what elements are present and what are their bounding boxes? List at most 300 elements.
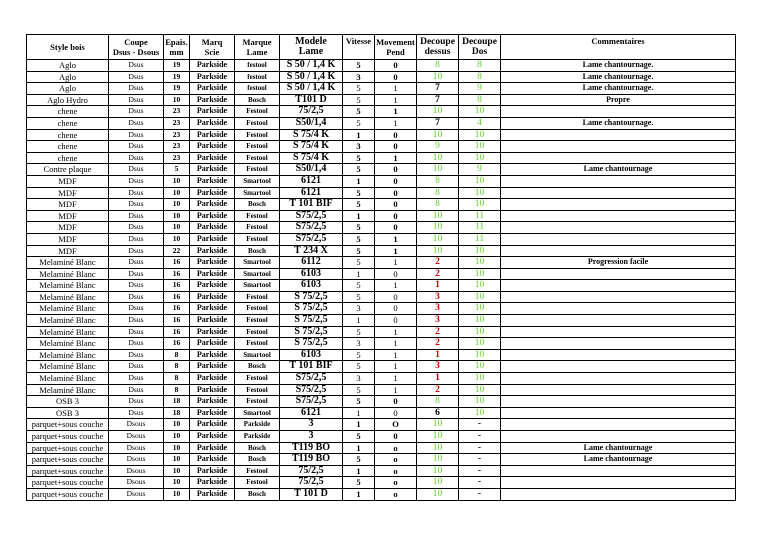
cell-decoupe-dos: 11 <box>459 233 501 245</box>
table-row <box>27 199 736 211</box>
table-row <box>27 257 736 269</box>
cell-coupe: Dsus <box>109 71 164 83</box>
cell-commentaires <box>501 465 736 477</box>
cell-marque-lame: Festool <box>235 338 280 350</box>
cell-movement: 0 <box>375 407 417 419</box>
cell-movement: 0 <box>375 199 417 211</box>
cell-movement: 1 <box>375 106 417 118</box>
cell-style-bois: Aglo <box>27 60 109 72</box>
cell-style-bois: MDF <box>27 222 109 234</box>
cell-vitesse: 5 <box>343 187 375 199</box>
cell-vitesse: 5 <box>343 60 375 72</box>
cell-movement: o <box>375 442 417 454</box>
cell-epais: 10 <box>164 454 190 466</box>
cell-marq-scie: Parkside <box>190 349 235 361</box>
cell-vitesse: 5 <box>343 431 375 443</box>
table-row <box>27 141 736 153</box>
table-row <box>27 233 736 245</box>
cell-marq-scie: Parkside <box>190 465 235 477</box>
cell-decoupe-dessus: 10 <box>417 454 459 466</box>
cell-modele-lame: S 75/2,5 <box>280 326 343 338</box>
cell-modele-lame: S75/2,5 <box>280 373 343 385</box>
cell-decoupe-dessus: 8 <box>417 60 459 72</box>
cell-decoupe-dessus: 1 <box>417 373 459 385</box>
cell-marque-lame: Festool <box>235 315 280 327</box>
cell-commentaires: Progression facile <box>501 257 736 269</box>
cell-modele-lame: S50/1,4 <box>280 117 343 129</box>
cell-modele-lame: S75/2,5 <box>280 233 343 245</box>
cell-style-bois: Melaminé Blanc <box>27 338 109 350</box>
cell-decoupe-dos: 10 <box>459 268 501 280</box>
cell-marq-scie: Parkside <box>190 419 235 431</box>
cell-style-bois: Melaminé Blanc <box>27 384 109 396</box>
cell-marq-scie: Parkside <box>190 315 235 327</box>
cell-style-bois: parquet+sous couche <box>27 454 109 466</box>
cell-movement: o <box>375 488 417 500</box>
cell-epais: 10 <box>164 94 190 106</box>
cell-decoupe-dos: 4 <box>459 117 501 129</box>
cell-decoupe-dos: 10 <box>459 152 501 164</box>
cell-epais: 10 <box>164 222 190 234</box>
cell-epais: 16 <box>164 315 190 327</box>
cell-vitesse: 1 <box>343 315 375 327</box>
cell-coupe: Dsus <box>109 94 164 106</box>
cell-style-bois: Aglo Hydro <box>27 94 109 106</box>
cell-coupe: Dsus <box>109 361 164 373</box>
cell-decoupe-dessus: 1 <box>417 349 459 361</box>
cell-movement: 1 <box>375 83 417 95</box>
cell-style-bois: MDF <box>27 233 109 245</box>
table-row <box>27 60 736 72</box>
cell-epais: 10 <box>164 199 190 211</box>
table-row <box>27 431 736 443</box>
table-row <box>27 129 736 141</box>
cell-style-bois: OSB 3 <box>27 407 109 419</box>
cell-modele-lame: S 50 / 1,4 K <box>280 83 343 95</box>
cell-decoupe-dessus: 10 <box>417 152 459 164</box>
cell-commentaires <box>501 326 736 338</box>
cell-coupe: Dsus <box>109 280 164 292</box>
cell-movement: 0 <box>375 315 417 327</box>
cell-movement: 0 <box>375 129 417 141</box>
cell-marque-lame: Parkside <box>235 431 280 443</box>
cell-epais: 23 <box>164 141 190 153</box>
cell-marq-scie: Parkside <box>190 361 235 373</box>
cell-style-bois: parquet+sous couche <box>27 488 109 500</box>
cell-vitesse: 5 <box>343 83 375 95</box>
cell-vitesse: 5 <box>343 361 375 373</box>
cell-marque-lame: Festool <box>235 477 280 489</box>
cell-commentaires <box>501 349 736 361</box>
cell-marq-scie: Parkside <box>190 291 235 303</box>
cell-style-bois: Melaminé Blanc <box>27 373 109 385</box>
cell-movement: 0 <box>375 303 417 315</box>
cell-marque-lame: festool <box>235 60 280 72</box>
cell-epais: 10 <box>164 465 190 477</box>
cell-commentaires: Lame chantournage. <box>501 117 736 129</box>
table-row <box>27 407 736 419</box>
cell-marque-lame: Festool <box>235 396 280 408</box>
cell-movement: 1 <box>375 361 417 373</box>
cell-coupe: Dsus <box>109 338 164 350</box>
cell-movement: 1 <box>375 373 417 385</box>
cell-style-bois: Melaminé Blanc <box>27 361 109 373</box>
table-row <box>27 291 736 303</box>
cell-vitesse: 5 <box>343 245 375 257</box>
table-row <box>27 442 736 454</box>
cell-commentaires <box>501 175 736 187</box>
cell-marque-lame: Smartool <box>235 407 280 419</box>
cell-modele-lame: S75/2,5 <box>280 222 343 234</box>
cell-epais: 23 <box>164 129 190 141</box>
cell-epais: 16 <box>164 257 190 269</box>
cell-decoupe-dos: 10 <box>459 291 501 303</box>
cell-movement: 0 <box>375 210 417 222</box>
cell-vitesse: 5 <box>343 396 375 408</box>
cell-commentaires <box>501 407 736 419</box>
cell-marque-lame: Festool <box>235 384 280 396</box>
cell-modele-lame: 6112 <box>280 257 343 269</box>
cell-vitesse: 1 <box>343 268 375 280</box>
cell-decoupe-dessus: 10 <box>417 129 459 141</box>
cell-coupe: Dsus <box>109 175 164 187</box>
cell-style-bois: Melaminé Blanc <box>27 280 109 292</box>
cell-commentaires <box>501 280 736 292</box>
cell-epais: 23 <box>164 117 190 129</box>
cell-commentaires <box>501 210 736 222</box>
cell-commentaires <box>501 303 736 315</box>
cell-commentaires <box>501 361 736 373</box>
cell-commentaires: Lame chantournage <box>501 442 736 454</box>
cell-commentaires <box>501 384 736 396</box>
cell-modele-lame: 75/2,5 <box>280 465 343 477</box>
cell-epais: 22 <box>164 245 190 257</box>
cell-coupe: Dsous <box>109 442 164 454</box>
cell-marq-scie: Parkside <box>190 175 235 187</box>
cell-marque-lame: Smartool <box>235 349 280 361</box>
cell-marq-scie: Parkside <box>190 384 235 396</box>
cell-epais: 19 <box>164 83 190 95</box>
cell-movement: 0 <box>375 431 417 443</box>
cell-coupe: Dsus <box>109 141 164 153</box>
cell-marq-scie: Parkside <box>190 129 235 141</box>
cell-style-bois: chene <box>27 106 109 118</box>
cell-marque-lame: Festool <box>235 465 280 477</box>
header-commentaires: Commentaires <box>501 35 736 60</box>
cell-decoupe-dessus: 10 <box>417 222 459 234</box>
cell-modele-lame: S 50 / 1,4 K <box>280 71 343 83</box>
cell-marq-scie: Parkside <box>190 268 235 280</box>
cell-modele-lame: S75/2,5 <box>280 396 343 408</box>
cell-decoupe-dos: 8 <box>459 94 501 106</box>
data-table <box>26 34 736 501</box>
cell-modele-lame: T119 BO <box>280 454 343 466</box>
cell-coupe: Dsus <box>109 83 164 95</box>
cell-commentaires <box>501 338 736 350</box>
table-row <box>27 187 736 199</box>
cell-style-bois: Aglo <box>27 83 109 95</box>
cell-epais: 10 <box>164 488 190 500</box>
cell-marq-scie: Parkside <box>190 303 235 315</box>
cell-marque-lame: Bosch <box>235 94 280 106</box>
cell-commentaires <box>501 396 736 408</box>
table-row <box>27 106 736 118</box>
cell-decoupe-dos: 10 <box>459 349 501 361</box>
cell-commentaires: Lame chantournage <box>501 454 736 466</box>
cell-coupe: Dsous <box>109 465 164 477</box>
cell-style-bois: Melaminé Blanc <box>27 291 109 303</box>
cell-marq-scie: Parkside <box>190 442 235 454</box>
cell-decoupe-dessus: 2 <box>417 338 459 350</box>
table-row <box>27 477 736 489</box>
cell-epais: 10 <box>164 210 190 222</box>
cell-vitesse: 5 <box>343 222 375 234</box>
cell-epais: 23 <box>164 106 190 118</box>
cell-marq-scie: Parkside <box>190 187 235 199</box>
cell-modele-lame: 6121 <box>280 175 343 187</box>
table-row <box>27 349 736 361</box>
cell-vitesse: 5 <box>343 291 375 303</box>
cell-decoupe-dessus: 10 <box>417 431 459 443</box>
cell-style-bois: parquet+sous couche <box>27 477 109 489</box>
cell-decoupe-dessus: 10 <box>417 210 459 222</box>
table-row <box>27 152 736 164</box>
cell-modele-lame: 6103 <box>280 349 343 361</box>
header-epais: Epais. mm <box>164 35 190 60</box>
cell-marq-scie: Parkside <box>190 245 235 257</box>
cell-decoupe-dos: 10 <box>459 407 501 419</box>
cell-epais: 5 <box>164 164 190 176</box>
cell-decoupe-dessus: 2 <box>417 326 459 338</box>
table-row <box>27 117 736 129</box>
table-row <box>27 83 736 95</box>
cell-modele-lame: S 75/4 K <box>280 141 343 153</box>
cell-decoupe-dessus: 2 <box>417 384 459 396</box>
cell-movement: 0 <box>375 60 417 72</box>
cell-decoupe-dessus: 8 <box>417 396 459 408</box>
cell-marque-lame: Parkside <box>235 419 280 431</box>
cell-decoupe-dos: 9 <box>459 83 501 95</box>
cell-epais: 16 <box>164 326 190 338</box>
cell-marq-scie: Parkside <box>190 477 235 489</box>
cell-modele-lame: S50/1,4 <box>280 164 343 176</box>
cell-modele-lame: S 75/4 K <box>280 152 343 164</box>
cell-commentaires <box>501 233 736 245</box>
cell-style-bois: chene <box>27 141 109 153</box>
cell-modele-lame: T 234 X <box>280 245 343 257</box>
cell-commentaires <box>501 199 736 211</box>
cell-modele-lame: S75/2,5 <box>280 210 343 222</box>
header-modele-lame: Modele Lame <box>280 35 343 60</box>
cell-vitesse: 1 <box>343 419 375 431</box>
cell-movement: o <box>375 454 417 466</box>
cell-coupe: Dsous <box>109 431 164 443</box>
cell-decoupe-dessus: 8 <box>417 187 459 199</box>
cell-coupe: Dsus <box>109 349 164 361</box>
table-row <box>27 245 736 257</box>
cell-decoupe-dessus: 7 <box>417 94 459 106</box>
cell-decoupe-dos: 10 <box>459 187 501 199</box>
cell-marq-scie: Parkside <box>190 454 235 466</box>
cell-decoupe-dos: 10 <box>459 326 501 338</box>
cell-decoupe-dessus: 8 <box>417 199 459 211</box>
cell-commentaires: Propre <box>501 94 736 106</box>
cell-vitesse: 3 <box>343 338 375 350</box>
cell-vitesse: 5 <box>343 117 375 129</box>
header-style-bois: Style bois <box>27 35 109 60</box>
cell-movement: 0 <box>375 175 417 187</box>
header-decoupe-dessus: Decoupe dessus <box>417 35 459 60</box>
cell-decoupe-dos: 10 <box>459 106 501 118</box>
cell-vitesse: 1 <box>343 129 375 141</box>
cell-marq-scie: Parkside <box>190 373 235 385</box>
cell-style-bois: Melaminé Blanc <box>27 257 109 269</box>
cell-epais: 8 <box>164 373 190 385</box>
cell-marq-scie: Parkside <box>190 396 235 408</box>
cell-modele-lame: 75/2,5 <box>280 477 343 489</box>
cell-vitesse: 1 <box>343 465 375 477</box>
cell-decoupe-dessus: 10 <box>417 71 459 83</box>
cell-coupe: Dsus <box>109 407 164 419</box>
cell-style-bois: chene <box>27 129 109 141</box>
cell-coupe: Dsus <box>109 210 164 222</box>
cell-vitesse: 1 <box>343 442 375 454</box>
cell-decoupe-dos: 10 <box>459 373 501 385</box>
cell-coupe: Dsus <box>109 303 164 315</box>
table-row <box>27 280 736 292</box>
cell-marque-lame: Festool <box>235 233 280 245</box>
cell-marque-lame: Festool <box>235 129 280 141</box>
cell-movement: 0 <box>375 164 417 176</box>
cell-epais: 16 <box>164 280 190 292</box>
cell-movement: 1 <box>375 280 417 292</box>
cell-decoupe-dessus: 2 <box>417 257 459 269</box>
cell-commentaires: Lame chantournage <box>501 164 736 176</box>
cell-modele-lame: 6103 <box>280 268 343 280</box>
cell-movement: 0 <box>375 396 417 408</box>
cell-decoupe-dessus: 10 <box>417 233 459 245</box>
table-row <box>27 164 736 176</box>
cell-marque-lame: Festool <box>235 291 280 303</box>
cell-movement: 1 <box>375 384 417 396</box>
cell-style-bois: MDF <box>27 245 109 257</box>
cell-vitesse: 5 <box>343 326 375 338</box>
cell-decoupe-dos: 11 <box>459 222 501 234</box>
cell-epais: 16 <box>164 291 190 303</box>
cell-style-bois: Melaminé Blanc <box>27 303 109 315</box>
cell-decoupe-dos: 10 <box>459 141 501 153</box>
cell-decoupe-dessus: 3 <box>417 291 459 303</box>
cell-commentaires <box>501 152 736 164</box>
cell-vitesse: 5 <box>343 384 375 396</box>
cell-modele-lame: 75/2,5 <box>280 106 343 118</box>
cell-style-bois: chene <box>27 152 109 164</box>
cell-decoupe-dessus: 3 <box>417 303 459 315</box>
cell-style-bois: MDF <box>27 199 109 211</box>
cell-epais: 16 <box>164 303 190 315</box>
cell-marq-scie: Parkside <box>190 94 235 106</box>
cell-coupe: Dsus <box>109 291 164 303</box>
table-row <box>27 268 736 280</box>
cell-vitesse: 3 <box>343 141 375 153</box>
cell-marq-scie: Parkside <box>190 326 235 338</box>
cell-vitesse: 5 <box>343 152 375 164</box>
cell-marq-scie: Parkside <box>190 71 235 83</box>
header-decoupe-dos: Decoupe Dos <box>459 35 501 60</box>
table-row <box>27 210 736 222</box>
table-row <box>27 373 736 385</box>
cell-movement: 0 <box>375 71 417 83</box>
cell-epais: 16 <box>164 268 190 280</box>
cell-commentaires <box>501 291 736 303</box>
cell-decoupe-dessus: 1 <box>417 280 459 292</box>
cell-vitesse: 5 <box>343 94 375 106</box>
cell-modele-lame: T 101 BIF <box>280 361 343 373</box>
cell-epais: 10 <box>164 187 190 199</box>
cell-commentaires <box>501 106 736 118</box>
cell-modele-lame: 6121 <box>280 187 343 199</box>
cell-vitesse: 3 <box>343 303 375 315</box>
cell-movement: 0 <box>375 291 417 303</box>
cell-coupe: Dsus <box>109 245 164 257</box>
cell-commentaires <box>501 431 736 443</box>
cell-coupe: Dsus <box>109 129 164 141</box>
cell-marque-lame: Bosch <box>235 442 280 454</box>
cell-vitesse: 3 <box>343 71 375 83</box>
cell-commentaires <box>501 222 736 234</box>
cell-movement: o <box>375 465 417 477</box>
cell-modele-lame: 3 <box>280 419 343 431</box>
cell-marque-lame: Festool <box>235 106 280 118</box>
cell-commentaires <box>501 187 736 199</box>
cell-decoupe-dos: - <box>459 465 501 477</box>
cell-marq-scie: Parkside <box>190 164 235 176</box>
cell-modele-lame: S 75/4 K <box>280 129 343 141</box>
cell-marque-lame: Bosch <box>235 199 280 211</box>
cell-marq-scie: Parkside <box>190 210 235 222</box>
cell-marque-lame: Festool <box>235 303 280 315</box>
cell-coupe: Dsus <box>109 315 164 327</box>
header-vitesse: Vitesse <box>343 35 375 60</box>
cell-marque-lame: Festool <box>235 326 280 338</box>
cell-decoupe-dessus: 2 <box>417 268 459 280</box>
cell-vitesse: 5 <box>343 106 375 118</box>
cell-movement: 1 <box>375 94 417 106</box>
cell-modele-lame: S 75/2,5 <box>280 338 343 350</box>
cell-modele-lame: S 75/2,5 <box>280 291 343 303</box>
table-row <box>27 222 736 234</box>
cell-vitesse: 5 <box>343 280 375 292</box>
cell-style-bois: Melaminé Blanc <box>27 315 109 327</box>
cell-decoupe-dos: 10 <box>459 199 501 211</box>
cell-vitesse: 5 <box>343 477 375 489</box>
cell-epais: 10 <box>164 442 190 454</box>
cell-modele-lame: T 101 BIF <box>280 199 343 211</box>
table-row <box>27 465 736 477</box>
cell-decoupe-dos: 8 <box>459 60 501 72</box>
cell-marque-lame: festool <box>235 71 280 83</box>
cell-marq-scie: Parkside <box>190 233 235 245</box>
cell-marq-scie: Parkside <box>190 152 235 164</box>
cell-decoupe-dessus: 10 <box>417 465 459 477</box>
cell-marq-scie: Parkside <box>190 407 235 419</box>
header-coupe: Coupe Dsus - Dsous <box>109 35 164 60</box>
cell-vitesse: 5 <box>343 257 375 269</box>
cell-style-bois: parquet+sous couche <box>27 442 109 454</box>
cell-modele-lame: S 50 / 1,4 K <box>280 60 343 72</box>
cell-marque-lame: Bosch <box>235 361 280 373</box>
cell-style-bois: parquet+sous couche <box>27 465 109 477</box>
